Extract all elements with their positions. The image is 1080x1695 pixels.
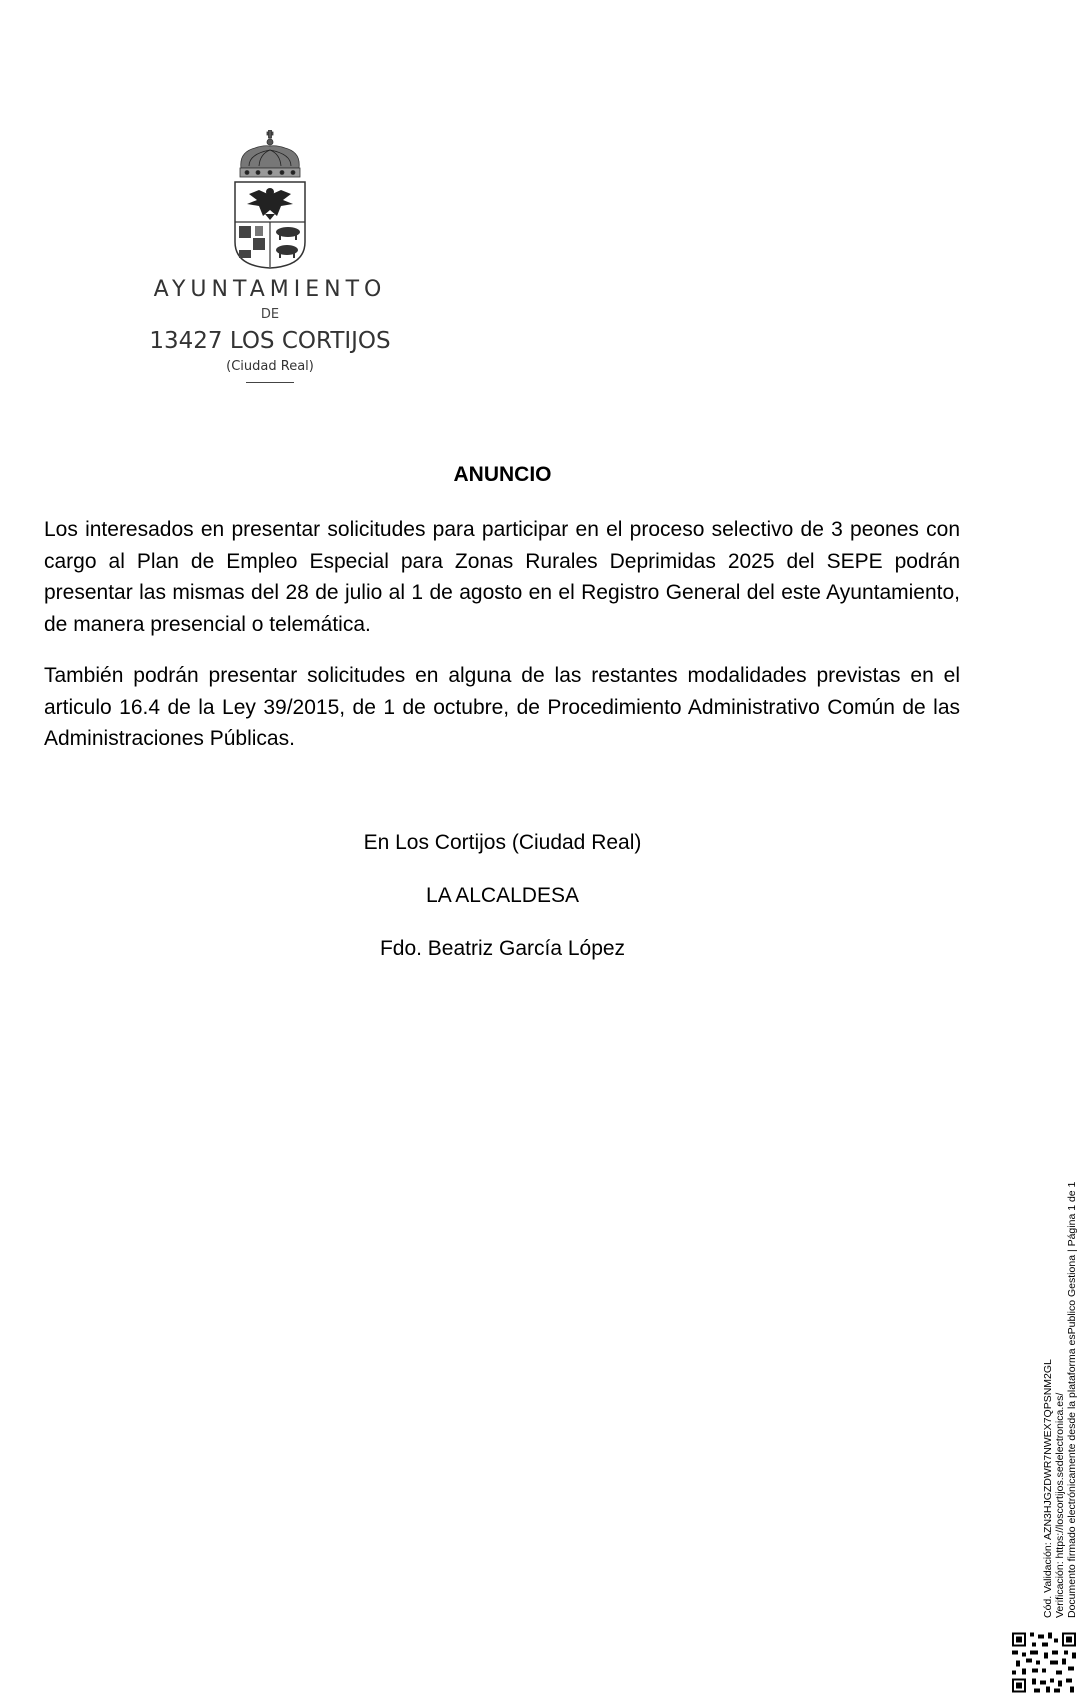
letterhead (120, 130, 420, 383)
org-connector: DE (260, 307, 280, 322)
coat-of-arms-icon (229, 130, 311, 270)
org-province: (Ciudad Real) (226, 359, 314, 374)
signature-place: En Los Cortijos (Ciudad Real) (363, 831, 642, 854)
signature-signed-by: Fdo. Beatriz García López (379, 937, 626, 960)
verification-code: Cód. Validación: AZN3HJGZDWR7NWEX7QPSNM2GL (1042, 1359, 1054, 1618)
document-title: ANUNCIO (453, 463, 552, 486)
body-paragraph: Los interesados en presentar solicitudes para participar en el proceso selectivo de 3 peones con cargo al Plan de Empleo Especial para Zonas Rurales Deprimidas 2025 del SEPE podrán presentar las mismas del 28 de julio al 1 de agosto en el Registro General del este Ayuntamiento, de manera presencial o telemática. (44, 518, 960, 636)
letterhead-rule (246, 382, 294, 383)
verification-stamp (1042, 1182, 1078, 1618)
verification-signed: Documento firmado electrónicamente desde la plataforma esPublico Gestiona | Página 1 de 1 (1066, 1181, 1078, 1618)
org-town: 13427 LOS CORTIJOS (149, 328, 391, 354)
qr-code-icon (1010, 1630, 1078, 1695)
verification-url[interactable]: Verificación: https://loscortijos.sedelectronica.es/ (1054, 1392, 1066, 1618)
body-paragraph: También podrán presentar solicitudes en alguna de las restantes modalidades previstas en el articulo 16.4 de la Ley 39/2015, de 1 de octubre, de Procedimiento Administrativo Común de las Administraciones Públicas. (44, 664, 960, 750)
signature-role: LA ALCALDESA (426, 884, 579, 907)
signature-block (0, 828, 1005, 987)
document-body (44, 514, 960, 775)
org-name: AYUNTAMIENTO (153, 277, 387, 302)
